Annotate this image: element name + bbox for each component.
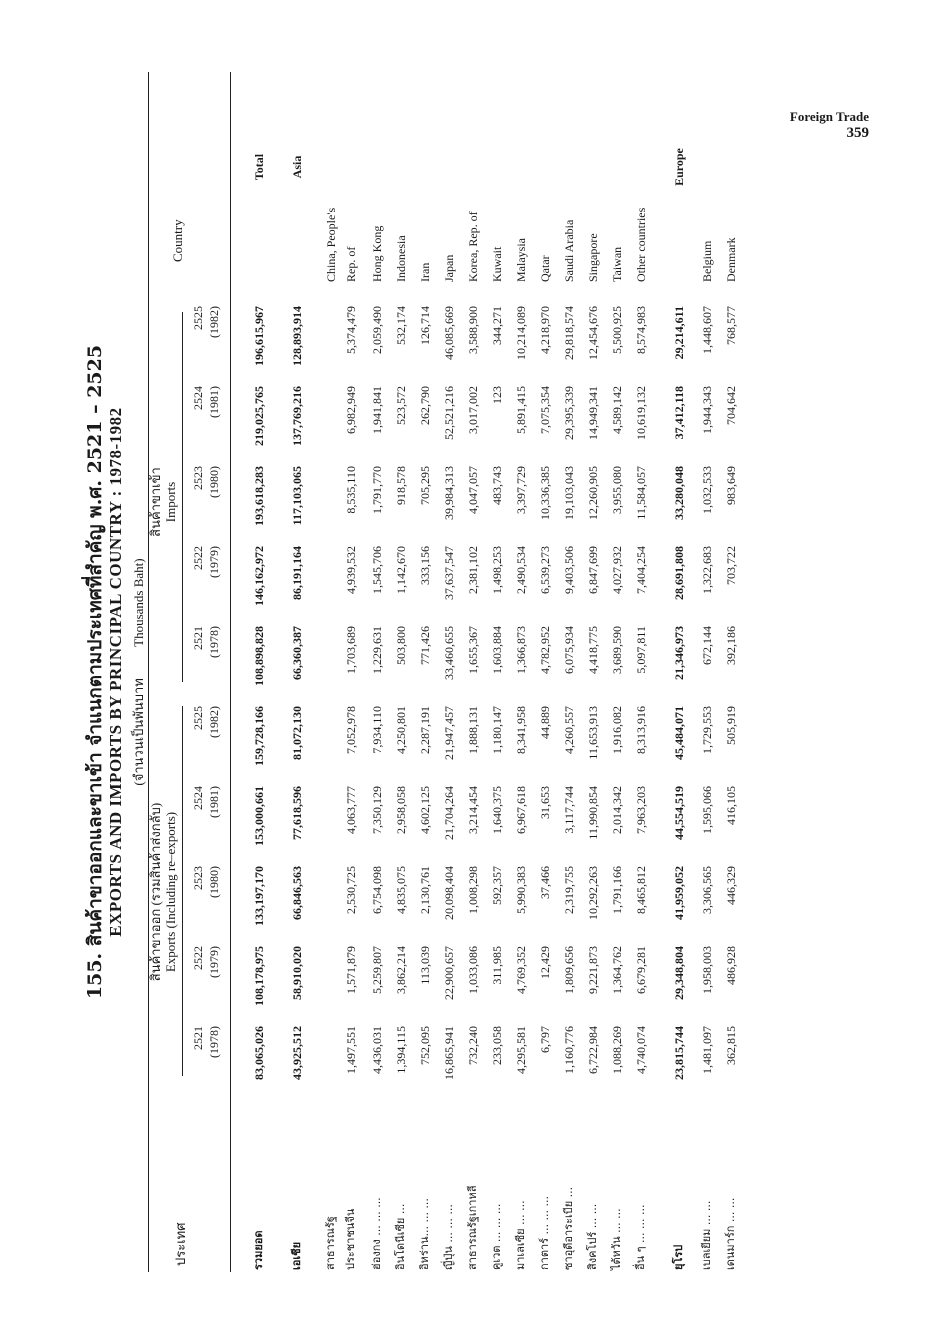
year-buddhist: 2521 xyxy=(191,1026,205,1050)
table-row xyxy=(342,72,360,1272)
value-cell: 5,097,811 xyxy=(634,626,648,674)
value-cell: 1,394,115 xyxy=(394,1026,408,1074)
value-cell: 532,174 xyxy=(394,306,408,345)
value-cell: 1,498,253 xyxy=(490,546,504,594)
value-cell: 311,985 xyxy=(490,946,504,985)
units-english: Thousands Baht) xyxy=(131,558,146,647)
year-header xyxy=(190,306,222,382)
value-cell: 108,178,975 xyxy=(252,946,266,1006)
value-cell: 37,412,118 xyxy=(672,386,686,440)
value-cell: 4,218,970 xyxy=(538,306,552,354)
table-row xyxy=(608,72,626,1272)
value-cell: 2,014,342 xyxy=(610,786,624,834)
year-gregorian: (1978) xyxy=(207,1026,221,1058)
country-name-english: Qatar xyxy=(538,255,552,282)
year-buddhist: 2523 xyxy=(191,466,205,490)
value-cell: 1,008,298 xyxy=(466,866,480,914)
value-cell: 21,704,264 xyxy=(442,786,456,840)
country-name-english: Hong Kong xyxy=(370,225,384,282)
value-cell: 1,033,086 xyxy=(466,946,480,994)
value-cell: 83,065,026 xyxy=(252,1026,266,1080)
country-name-thai: รวมยอด xyxy=(252,1230,265,1270)
value-cell: 1,603,884 xyxy=(490,626,504,674)
value-cell: 2,381,102 xyxy=(466,546,480,594)
table-row xyxy=(288,72,306,1272)
value-cell: 11,653,913 xyxy=(586,706,600,760)
country-header-english: Country xyxy=(170,219,185,262)
country-name-thai: เอเชีย xyxy=(290,1241,303,1270)
value-cell: 362,815 xyxy=(724,1026,738,1065)
value-cell: 1,791,770 xyxy=(370,466,384,514)
value-cell: 193,618,283 xyxy=(252,466,266,526)
value-cell: 1,916,082 xyxy=(610,706,624,754)
year-header xyxy=(190,786,222,862)
table-title-thai: 155. สินค้าขาออกและขาเข้า จำแนกตามประเทศที่สำคัญ พ.ศ. 2521 – 2525 xyxy=(84,344,106,1000)
value-cell: 77,618,596 xyxy=(290,786,304,840)
year-gregorian: (1979) xyxy=(207,946,221,978)
country-name-english: Malaysia xyxy=(514,238,528,282)
value-cell: 5,374,479 xyxy=(344,306,358,354)
value-cell: 6,982,949 xyxy=(344,386,358,434)
table-row xyxy=(670,72,688,1272)
value-cell: 128,893,914 xyxy=(290,306,304,366)
table-row xyxy=(722,72,740,1272)
country-name-thai: อื่น ๆ ... ... ... xyxy=(634,1204,647,1270)
value-cell: 1,545,706 xyxy=(370,546,384,594)
country-name-english: Asia xyxy=(290,155,304,179)
value-cell: 29,395,339 xyxy=(562,386,576,440)
year-buddhist: 2525 xyxy=(191,706,205,730)
value-cell: 123 xyxy=(490,386,504,404)
country-name-english: Korea, Rep. of xyxy=(466,211,480,282)
value-cell: 10,619,132 xyxy=(634,386,648,440)
value-cell: 117,103,065 xyxy=(290,466,304,526)
page-header xyxy=(790,108,869,142)
rotated-table xyxy=(70,72,770,1272)
value-cell: 7,350,129 xyxy=(370,786,384,834)
value-cell: 81,072,130 xyxy=(290,706,304,760)
country-name-thai: ประชาชนจีน xyxy=(344,1208,357,1270)
year-buddhist: 2523 xyxy=(191,866,205,890)
value-cell: 16,865,941 xyxy=(442,1026,456,1080)
section-title: Foreign Trade xyxy=(789,109,869,124)
imports-group-header xyxy=(148,312,178,692)
value-cell: 4,939,532 xyxy=(344,546,358,594)
value-cell: 10,292,263 xyxy=(586,866,600,920)
value-cell: 768,577 xyxy=(724,306,738,345)
value-cell: 66,360,387 xyxy=(290,626,304,680)
value-cell: 2,130,761 xyxy=(418,866,432,914)
value-cell: 153,000,661 xyxy=(252,786,266,846)
value-cell: 9,403,506 xyxy=(562,546,576,594)
value-cell: 416,105 xyxy=(724,786,738,825)
value-cell: 4,047,057 xyxy=(466,466,480,514)
value-cell: 703,722 xyxy=(724,546,738,585)
value-cell: 4,602,125 xyxy=(418,786,432,834)
value-cell: 392,186 xyxy=(724,626,738,665)
value-cell: 10,336,385 xyxy=(538,466,552,520)
value-cell: 126,714 xyxy=(418,306,432,345)
value-cell: 5,500,925 xyxy=(610,306,624,354)
value-cell: 21,947,457 xyxy=(442,706,456,760)
value-cell: 1,088,269 xyxy=(610,1026,624,1074)
exports-group-rule xyxy=(182,706,183,1076)
value-cell: 3,117,744 xyxy=(562,786,576,834)
country-header-thai: ประเทศ xyxy=(173,1222,188,1266)
value-cell: 10,214,089 xyxy=(514,306,528,360)
country-name-english: Singapore xyxy=(586,233,600,282)
value-cell: 446,329 xyxy=(724,866,738,905)
value-cell: 21,346,973 xyxy=(672,626,686,680)
value-cell: 4,835,075 xyxy=(394,866,408,914)
country-name-english: Rep. of xyxy=(344,246,358,282)
value-cell: 1,595,066 xyxy=(700,786,714,834)
value-cell: 41,959,052 xyxy=(672,866,686,920)
country-name-thai: ฮ่องกง ... ... ... xyxy=(370,1197,383,1270)
value-cell: 705,295 xyxy=(418,466,432,505)
value-cell: 1,322,683 xyxy=(700,546,714,594)
value-cell: 1,366,873 xyxy=(514,626,528,674)
country-name-thai: กาตาร์ ... ... ... xyxy=(538,1195,551,1270)
value-cell: 8,341,958 xyxy=(514,706,528,754)
value-cell: 1,888,131 xyxy=(466,706,480,754)
country-name-english: Other countries xyxy=(634,207,648,282)
value-cell: 1,729,553 xyxy=(700,706,714,754)
imports-thai: สินค้าขาเข้า xyxy=(148,467,163,537)
value-cell: 7,963,203 xyxy=(634,786,648,834)
year-buddhist: 2521 xyxy=(191,626,205,650)
value-cell: 1,481,097 xyxy=(700,1026,714,1074)
year-header xyxy=(190,1026,222,1102)
year-gregorian: (1981) xyxy=(207,786,221,818)
value-cell: 8,535,110 xyxy=(344,466,358,514)
value-cell: 4,295,581 xyxy=(514,1026,528,1074)
value-cell: 3,588,900 xyxy=(466,306,480,354)
value-cell: 29,818,574 xyxy=(562,306,576,360)
country-name-thai: ซาอุดีอาระเบีย ... xyxy=(562,1186,575,1270)
value-cell: 45,484,071 xyxy=(672,706,686,760)
value-cell: 6,967,618 xyxy=(514,786,528,834)
value-cell: 1,809,656 xyxy=(562,946,576,994)
value-cell: 2,490,534 xyxy=(514,546,528,594)
value-cell: 505,919 xyxy=(724,706,738,745)
value-cell: 52,521,216 xyxy=(442,386,456,440)
value-cell: 1,944,343 xyxy=(700,386,714,434)
value-cell: 196,615,967 xyxy=(252,306,266,366)
value-cell: 1,142,670 xyxy=(394,546,408,594)
value-cell: 2,059,490 xyxy=(370,306,384,354)
value-cell: 28,691,808 xyxy=(672,546,686,600)
imports-group-rule xyxy=(182,312,183,682)
value-cell: 66,846,563 xyxy=(290,866,304,920)
value-cell: 7,075,354 xyxy=(538,386,552,434)
country-name-thai: อิหร่าน... ... ... xyxy=(418,1198,431,1270)
country-name-english: Europe xyxy=(672,148,686,186)
value-cell: 58,910,020 xyxy=(290,946,304,1000)
value-cell: 11,990,854 xyxy=(586,786,600,840)
value-cell: 4,782,952 xyxy=(538,626,552,674)
value-cell: 23,815,744 xyxy=(672,1026,686,1080)
country-name-english: Taiwan xyxy=(610,246,624,282)
value-cell: 1,655,367 xyxy=(466,626,480,674)
value-cell: 8,313,916 xyxy=(634,706,648,754)
value-cell: 113,039 xyxy=(418,946,432,985)
year-header xyxy=(190,466,222,542)
year-gregorian: (1981) xyxy=(207,386,221,418)
value-cell: 12,260,905 xyxy=(586,466,600,520)
value-cell: 7,052,978 xyxy=(344,706,358,754)
value-cell: 108,898,828 xyxy=(252,626,266,686)
country-name-english: Iran xyxy=(418,262,432,282)
year-gregorian: (1978) xyxy=(207,626,221,658)
units-thai: (จำนวนเป็นพันบาท xyxy=(131,678,146,786)
country-name-thai: ยุโรป xyxy=(672,1244,685,1270)
country-name-thai: ไต้หวัน ... ... xyxy=(610,1208,623,1270)
value-cell: 8,574,983 xyxy=(634,306,648,354)
value-cell: 20,098,404 xyxy=(442,866,456,920)
value-cell: 6,539,273 xyxy=(538,546,552,594)
value-cell: 137,769,216 xyxy=(290,386,304,446)
value-cell: 12,454,676 xyxy=(586,306,600,360)
value-cell: 6,679,281 xyxy=(634,946,648,994)
exports-group-header xyxy=(148,702,178,1082)
table-row xyxy=(488,72,506,1272)
value-cell: 33,280,048 xyxy=(672,466,686,520)
country-name-english: China, People's xyxy=(324,207,338,282)
year-header xyxy=(190,946,222,1022)
value-cell: 4,769,352 xyxy=(514,946,528,994)
value-cell: 133,197,170 xyxy=(252,866,266,926)
table-row xyxy=(416,72,434,1272)
country-name-thai: สิงคโปร์ ... ... xyxy=(586,1203,599,1270)
country-name-thai: สาธารณรัฐ xyxy=(324,1216,337,1270)
value-cell: 2,287,191 xyxy=(418,706,432,754)
table-row xyxy=(632,72,650,1272)
table-row xyxy=(512,72,530,1272)
table-row xyxy=(560,72,578,1272)
value-cell: 43,925,512 xyxy=(290,1026,304,1080)
value-cell: 146,162,972 xyxy=(252,546,266,606)
table-row xyxy=(464,72,482,1272)
table-row xyxy=(584,72,602,1272)
header-bottom-rule xyxy=(230,72,231,1272)
value-cell: 29,348,804 xyxy=(672,946,686,1000)
country-name-thai: อินโดนีเซีย ... xyxy=(394,1203,407,1270)
table-row xyxy=(368,72,386,1272)
value-cell: 5,990,383 xyxy=(514,866,528,914)
value-cell: 12,429 xyxy=(538,946,552,979)
value-cell: 233,058 xyxy=(490,1026,504,1065)
country-name-english: Kuwait xyxy=(490,246,504,282)
value-cell: 344,271 xyxy=(490,306,504,345)
value-cell: 6,754,098 xyxy=(370,866,384,914)
value-cell: 33,460,655 xyxy=(442,626,456,680)
value-cell: 6,075,934 xyxy=(562,626,576,674)
value-cell: 983,649 xyxy=(724,466,738,505)
value-cell: 1,229,631 xyxy=(370,626,384,674)
value-cell: 1,941,841 xyxy=(370,386,384,434)
value-cell: 2,530,725 xyxy=(344,866,358,914)
value-cell: 704,642 xyxy=(724,386,738,425)
value-cell: 6,847,699 xyxy=(586,546,600,594)
table-title-english: EXPORTS AND IMPORTS BY PRINCIPAL COUNTRY : 1978-1982 xyxy=(106,407,125,937)
value-cell: 4,589,142 xyxy=(610,386,624,434)
value-cell: 503,800 xyxy=(394,626,408,665)
value-cell: 11,584,057 xyxy=(634,466,648,520)
year-gregorian: (1979) xyxy=(207,546,221,578)
value-cell: 3,689,590 xyxy=(610,626,624,674)
year-header xyxy=(190,706,222,782)
value-cell: 219,025,765 xyxy=(252,386,266,446)
table-row xyxy=(536,72,554,1272)
value-cell: 1,640,375 xyxy=(490,786,504,834)
value-cell: 22,900,657 xyxy=(442,946,456,1000)
value-cell: 2,958,058 xyxy=(394,786,408,834)
value-cell: 86,191,164 xyxy=(290,546,304,600)
value-cell: 14,949,341 xyxy=(586,386,600,440)
year-header xyxy=(190,866,222,942)
year-buddhist: 2524 xyxy=(191,386,205,410)
year-buddhist: 2525 xyxy=(191,306,205,330)
value-cell: 1,571,879 xyxy=(344,946,358,994)
value-cell: 262,790 xyxy=(418,386,432,425)
year-header xyxy=(190,386,222,462)
country-name-english: Total xyxy=(252,153,266,181)
country-name-english: Saudi Arabia xyxy=(562,219,576,282)
value-cell: 5,259,807 xyxy=(370,946,384,994)
exports-thai: สินค้าขาออก (รวมสินค้าส่งกลับ) xyxy=(148,802,163,982)
country-name-thai: ญี่ปุ่น ... ... ... xyxy=(442,1204,455,1270)
exports-english: Exports (Including re–exports) xyxy=(163,811,178,973)
table-row xyxy=(698,72,716,1272)
value-cell: 4,260,557 xyxy=(562,706,576,754)
value-cell: 37,466 xyxy=(538,866,552,899)
value-cell: 483,743 xyxy=(490,466,504,505)
table-row xyxy=(392,72,410,1272)
value-cell: 5,891,415 xyxy=(514,386,528,434)
year-gregorian: (1980) xyxy=(207,466,221,498)
units-note xyxy=(128,72,149,1272)
country-name-english: Denmark xyxy=(724,237,738,282)
value-cell: 3,955,080 xyxy=(610,466,624,514)
value-cell: 159,728,166 xyxy=(252,706,266,766)
table-row xyxy=(440,72,458,1272)
country-name-thai: สาธารณรัฐเกาหลี xyxy=(466,1185,479,1270)
value-cell: 2,319,755 xyxy=(562,866,576,914)
value-cell: 486,928 xyxy=(724,946,738,985)
value-cell: 3,397,729 xyxy=(514,466,528,514)
value-cell: 44,889 xyxy=(538,706,552,739)
year-header xyxy=(190,626,222,702)
value-cell: 4,418,775 xyxy=(586,626,600,674)
value-cell: 592,357 xyxy=(490,866,504,905)
value-cell: 37,637,547 xyxy=(442,546,456,600)
value-cell: 19,103,043 xyxy=(562,466,576,520)
country-name-english: Indonesia xyxy=(394,235,408,282)
year-gregorian: (1980) xyxy=(207,866,221,898)
year-buddhist: 2522 xyxy=(191,546,205,570)
value-cell: 3,017,002 xyxy=(466,386,480,434)
year-buddhist: 2524 xyxy=(191,786,205,810)
value-cell: 4,250,801 xyxy=(394,706,408,754)
value-cell: 1,364,762 xyxy=(610,946,624,994)
country-name-thai: มาเลเซีย ... ... xyxy=(514,1200,527,1270)
value-cell: 29,214,611 xyxy=(672,306,686,360)
value-cell: 752,095 xyxy=(418,1026,432,1065)
value-cell: 46,085,669 xyxy=(442,306,456,360)
value-cell: 1,791,166 xyxy=(610,866,624,914)
country-name-thai: เดนมาร์ก ... ... xyxy=(724,1197,737,1270)
value-cell: 7,934,110 xyxy=(370,706,384,754)
year-buddhist: 2522 xyxy=(191,946,205,970)
year-header xyxy=(190,546,222,622)
value-cell: 3,306,565 xyxy=(700,866,714,914)
value-cell: 4,063,777 xyxy=(344,786,358,834)
value-cell: 523,572 xyxy=(394,386,408,425)
table-row xyxy=(322,72,340,1272)
value-cell: 1,180,147 xyxy=(490,706,504,754)
imports-english: Imports xyxy=(163,481,178,523)
value-cell: 1,497,551 xyxy=(344,1026,358,1074)
value-cell: 1,160,776 xyxy=(562,1026,576,1074)
value-cell: 1,703,689 xyxy=(344,626,358,674)
value-cell: 333,156 xyxy=(418,546,432,585)
page-number: 359 xyxy=(846,125,869,141)
country-name-english: Belgium xyxy=(700,240,714,282)
value-cell: 39,984,313 xyxy=(442,466,456,520)
year-gregorian: (1982) xyxy=(207,706,221,738)
value-cell: 1,448,607 xyxy=(700,306,714,354)
value-cell: 1,958,003 xyxy=(700,946,714,994)
value-cell: 1,032,533 xyxy=(700,466,714,514)
value-cell: 6,722,984 xyxy=(586,1026,600,1074)
country-name-english: Japan xyxy=(442,254,456,282)
value-cell: 672,144 xyxy=(700,626,714,665)
value-cell: 4,027,932 xyxy=(610,546,624,594)
country-name-thai: คูเวต ... ... ... xyxy=(490,1203,503,1270)
value-cell: 3,862,214 xyxy=(394,946,408,994)
value-cell: 44,554,519 xyxy=(672,786,686,840)
table-row xyxy=(250,72,268,1272)
value-cell: 7,404,254 xyxy=(634,546,648,594)
value-cell: 3,214,454 xyxy=(466,786,480,834)
value-cell: 9,221,873 xyxy=(586,946,600,994)
value-cell: 8,465,812 xyxy=(634,866,648,914)
value-cell: 4,436,031 xyxy=(370,1026,384,1074)
value-cell: 771,426 xyxy=(418,626,432,665)
year-gregorian: (1982) xyxy=(207,306,221,338)
value-cell: 31,653 xyxy=(538,786,552,819)
value-cell: 6,797 xyxy=(538,1026,552,1053)
value-cell: 918,578 xyxy=(394,466,408,505)
value-cell: 4,740,074 xyxy=(634,1026,648,1074)
country-name-thai: เบลเยียม ... ... xyxy=(700,1200,713,1270)
value-cell: 732,240 xyxy=(466,1026,480,1065)
